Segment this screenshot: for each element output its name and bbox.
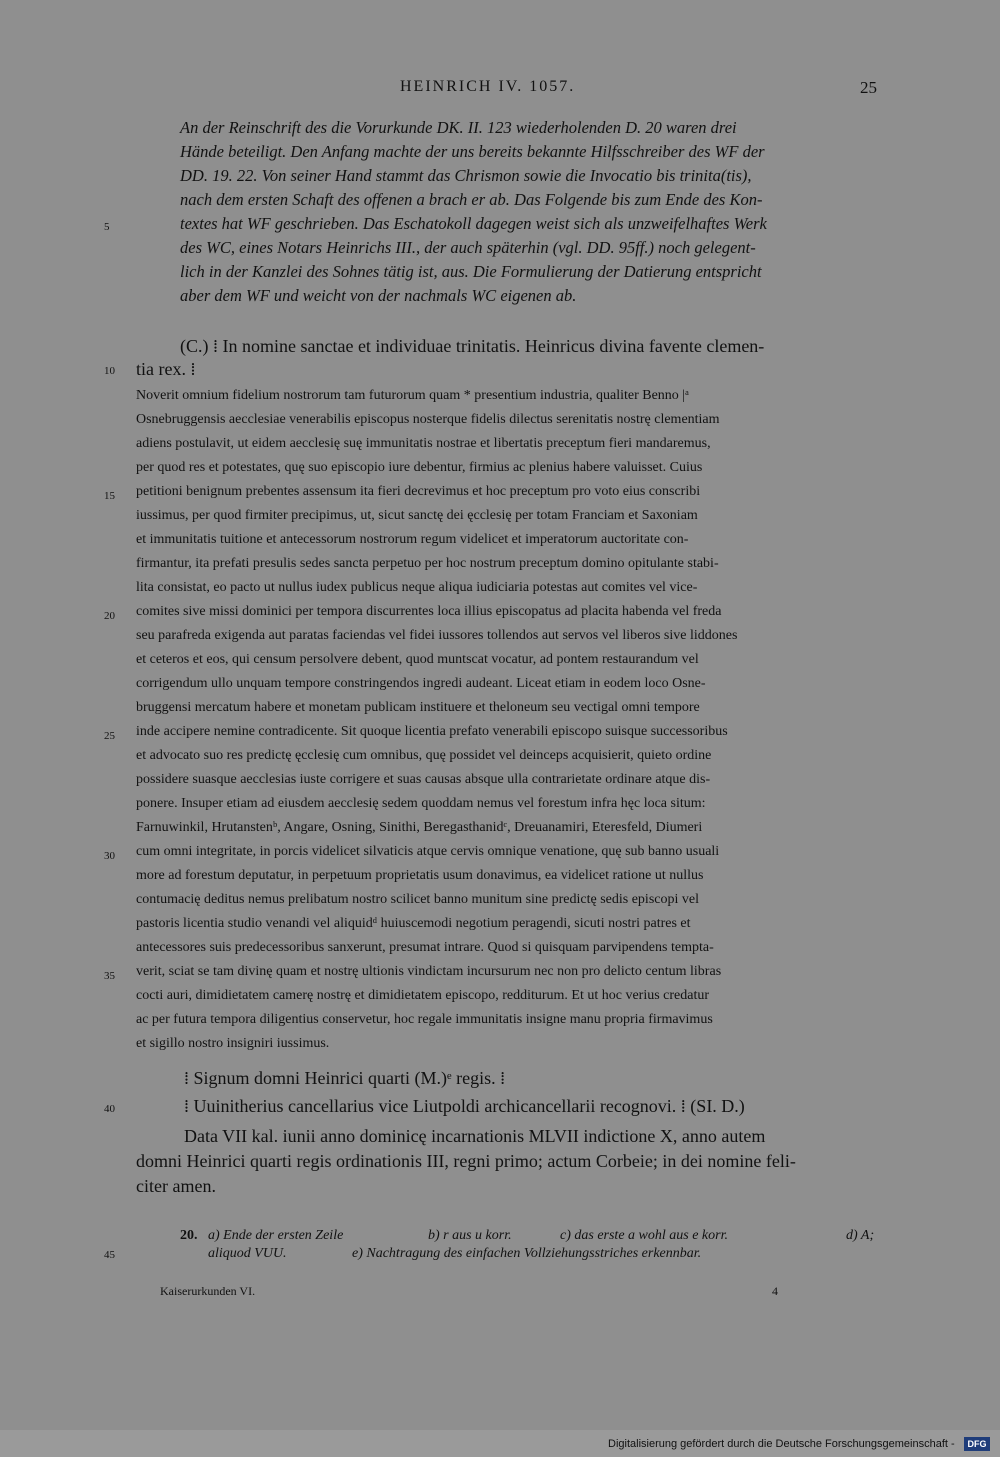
body-line: bruggensi mercatum habere et monetam publicam instituere et theloneum seu vectigal omni tempore — [136, 700, 700, 715]
body-line: cum omni integritate, in porcis videlicet silvaticis atque cervis omnique venatione, quę sub banno usuali — [136, 844, 720, 859]
body-line: comites sive missi dominici per tempora discurrentes loca illius episcopatus ad placita habenda vel freda — [136, 604, 722, 619]
intro-line: An der Reinschrift des die Vorurkunde DK. II. 123 wiederholenden D. 20 waren drei — [180, 118, 737, 137]
footnote-e: e) Nachtragung des einfachen Vollziehungsstriches erkennbar. — [352, 1246, 702, 1261]
body-line: Osnebruggensis aecclesiae venerabilis episcopus nosterque fidelis dilectus serenitatis nostrę clementiam — [136, 412, 720, 427]
body-line: contumacię deditus nemus prelibatum nostro scilicet banno munitum sine predictę sedis episcopi vel — [136, 892, 699, 907]
body-line: adiens postulavit, ut eidem aecclesię suę immunitatis nostrae et libertatis preceptum fieri mandaremus, — [136, 436, 711, 451]
body-line: verit, sciat se tam divinę quam et nostrę ultionis vindictam incursurum nec non pro delicto centum libras — [136, 964, 722, 979]
body-line: Noverit omnium fidelium nostrorum tam futurorum quam * presentium industria, qualiter Benno |ᵃ — [136, 388, 689, 403]
line-number: 20 — [104, 610, 115, 622]
body-line: et immunitatis tuitione et antecessorum nostrorum regum videlicet et imperatorum auctoritate con- — [136, 532, 689, 547]
intro-line: nach dem ersten Schaft des offenen a brach er ab. Das Folgende bis zum Ende des Kon- — [180, 190, 763, 209]
body-line: inde accipere nemine contradicente. Sit quoque licentia prefato venerabili episcopo suisque successoribus — [136, 724, 728, 739]
line-number: 45 — [104, 1249, 115, 1261]
page-number: 25 — [860, 78, 877, 97]
body-line: pastoris licentia studio venandi vel aliquidᵈ huiuscemodi negotium peragendi, sicuti nostri patres et — [136, 916, 691, 931]
dating-line: citer amen. — [136, 1176, 216, 1196]
series-signature: Kaiserurkunden VI. — [160, 1284, 256, 1298]
body-line: et advocato suo res predictę ęcclesię cum omnibus, quę possidet vel deinceps acquisierit, quieto ordine — [136, 748, 712, 763]
body-line: cocti auri, dimidietatem camerę nostrę et dimidietatem episcopo, redditurum. Et ut hoc verius credatur — [136, 988, 710, 1003]
line-number: 30 — [104, 850, 115, 862]
body-line: seu parafreda exigenda aut paratas faciendas vel fidei iussores tollendos aut servos vel liberos sive liddones — [136, 628, 738, 643]
line-number: 5 — [104, 221, 110, 233]
body-line: ponere. Insuper etiam ad eiusdem aecclesię sedem quoddam nemus vel forestum infra hęc loca situm: — [136, 796, 706, 811]
footnote-c: c) das erste a wohl aus e korr. — [560, 1228, 728, 1243]
line-number: 25 — [104, 730, 115, 742]
body-line: antecessores suis predecessoribus sanxerunt, presumat intrare. Quod si quisquam parvipendens tempta- — [136, 940, 714, 955]
footnote-d: d) A; — [846, 1228, 875, 1243]
body-line: iussimus, per quod firmiter precipimus, ut, sicut sanctę dei ęcclesię per totam Franciam et Saxoniam — [136, 508, 698, 523]
dating-line: domni Heinrici quarti regis ordinationis III, regni primo; actum Corbeie; in dei nomine feli- — [136, 1151, 796, 1171]
line-number: 10 — [104, 365, 115, 377]
footnote-d-cont: aliquod VUU. — [208, 1246, 287, 1261]
intro-line: lich in der Kanzlei des Sohnes tätig ist, aus. Die Formulierung der Datierung entspricht — [180, 262, 762, 281]
sheet-signature: 4 — [772, 1284, 778, 1298]
footnote-number: 20. — [180, 1228, 198, 1243]
line-number: 15 — [104, 490, 115, 502]
body-line: firmantur, ita prefati presulis sedes sancta perpetuo per hoc nostrum preceptum domino opitulante stabi- — [136, 556, 719, 571]
intro-line: textes hat WF geschrieben. Das Eschatokoll dagegen weist sich als unzweifelhaftes Werk — [180, 214, 767, 233]
signum-line: ⁞ Signum domni Heinrici quarti (M.)ᵉ regis. ⁞ — [184, 1068, 506, 1088]
footnote-a: a) Ende der ersten Zeile — [208, 1228, 344, 1243]
intro-line: DD. 19. 22. Von seiner Hand stammt das Chrismon sowie die Invocatio bis trinita(tis), — [180, 166, 752, 185]
body-line: et sigillo nostro insigniri iussimus. — [136, 1036, 330, 1051]
invocatio-line: tia rex. ⁞ — [136, 359, 196, 379]
body-line: ac per futura tempora diligentius conservetur, hoc regale immunitatis insigne manu propria firmavimus — [136, 1012, 713, 1027]
body-line: more ad forestum deputatur, in perpetuum proprietatis usum donavimus, ea videlicet ratione ut nullus — [136, 868, 704, 883]
dfg-logo: DFG — [964, 1437, 990, 1451]
dating-line: Data VII kal. iunii anno dominicę incarnationis MLVII indictione X, anno autem — [184, 1126, 766, 1146]
body-line: possidere suasque aecclesias iuste corrigere et suas causas absque ulla contrarietate ordinare atque dis- — [136, 772, 711, 787]
recognition-line: ⁞ Uuinitherius cancellarius vice Liutpoldi archicancellarii recognovi. ⁞ (SI. D.) — [184, 1096, 745, 1116]
body-line: Farnuwinkil, Hrutanstenᵇ, Angare, Osning, Sinithi, Beregasthanidᶜ, Dreuanamiri, Eteresfeld, Diumeri — [136, 820, 703, 835]
running-header: HEINRICH IV. 1057. — [400, 78, 576, 95]
intro-line: Hände beteiligt. Den Anfang machte der uns bereits bekannte Hilfsschreiber des WF der — [180, 142, 765, 161]
body-line: corrigendum ullo unquam tempore constringendos ingredi audeant. Liceat etiam in eodem loco Osne- — [136, 676, 706, 691]
footnote-b: b) r aus u korr. — [428, 1228, 512, 1243]
body-line: et ceteros et eos, qui censum persolvere debent, quod muntscat vocatur, ad pontem restaurandum vel — [136, 652, 699, 667]
body-line: petitioni benignum prebentes assensum ita fieri decrevimus et hoc preceptum pro voto eius conscribi — [136, 484, 701, 499]
body-line: lita consistat, eo pacto ut nullus iudex publicus neque aliqua iudiciaria potestas aut comites vel vice- — [136, 580, 698, 595]
body-line: per quod res et potestates, quę suo episcopio iure debentur, firmius ac plenius habere valuisset. Cuius — [136, 460, 703, 475]
invocatio-line: (C.) ⁞ In nomine sanctae et individuae trinitatis. Heinricus divina favente clemen- — [180, 336, 765, 356]
line-number: 35 — [104, 970, 115, 982]
intro-line: des WC, eines Notars Heinrichs III., der auch späterhin (vgl. DD. 95ff.) noch gelegent- — [180, 238, 756, 257]
line-number: 40 — [104, 1103, 115, 1115]
digitization-credit: Digitalisierung gefördert durch die Deutsche Forschungsgemeinschaft - — [608, 1438, 955, 1450]
intro-line: aber dem WF und weicht von der nachmals WC eigenen ab. — [180, 286, 577, 305]
